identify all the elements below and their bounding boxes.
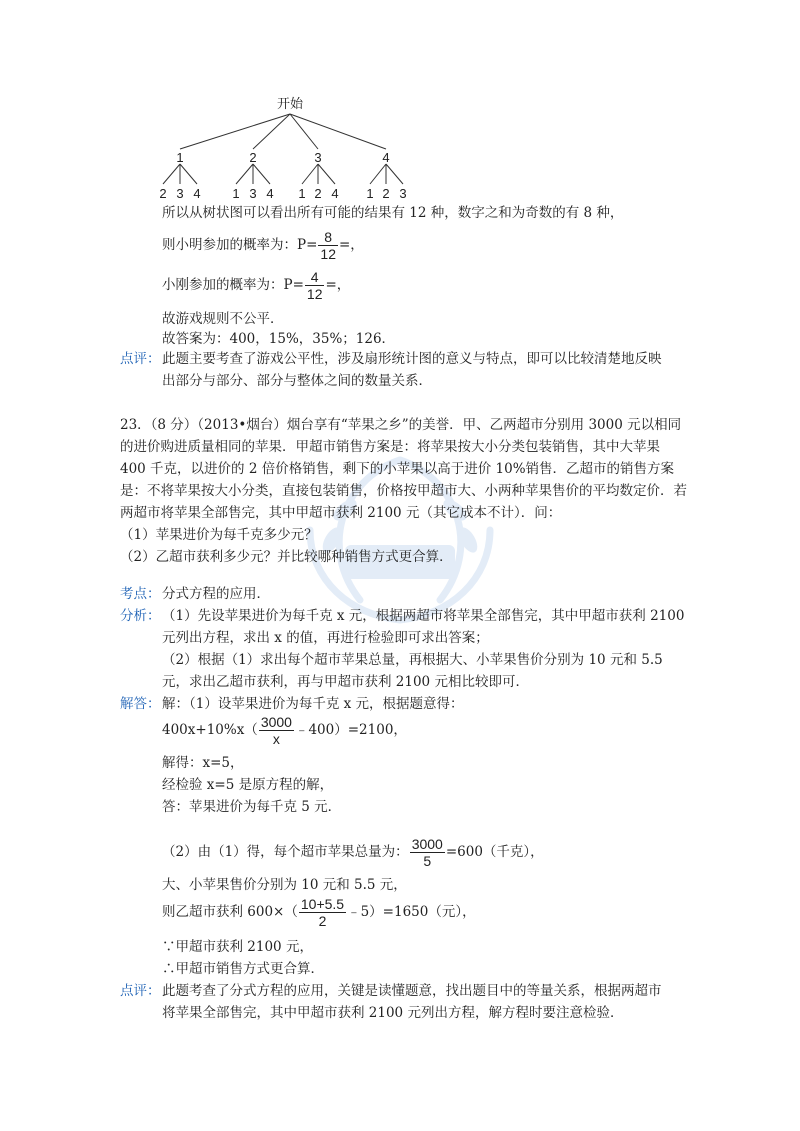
analysis-text: 元，求出乙超市获利，再与甲超市获利 2100 元相比较即可． [162,674,529,690]
question-line: 23．（8 分）（2013•烟台）烟台享有“苹果之乡”的美誉．甲、乙两超市分别用 3000 元以相同 [120,417,682,433]
fraction-denominator: 12 [320,246,336,263]
fraction-numerator: 3000 [411,836,443,852]
solution-line: 所以从树状图可以看出所有可能的结果有 12 种，数字之和为奇数的有 8 种， [162,205,624,221]
fraction-denominator: 2 [318,913,327,930]
probability-ming [162,229,364,262]
question-line: 两超市将苹果全部售完，其中甲超市获利 2100 元（其它成本不计）．问： [120,505,562,521]
question-line: 400 千克，以进价的 2 倍价格销售，剩下的小苹果以高于进价 10%销售．乙超市的销售方案 [120,461,675,477]
fraction-numerator: 3000 [260,714,292,730]
tree-leaf: 4 [193,186,201,201]
fraction-denominator: x [272,731,280,748]
equation-text: ﹣5）=1650（元）， [347,903,476,920]
probability-text: 则小明参加的概率为：P= [162,236,318,253]
tree-node: 3 [314,150,322,165]
comment-label: 点评： [120,351,161,367]
tree-leaf: 1 [232,186,240,201]
analysis-label: 分析： [120,608,161,624]
solution-text: ∵甲超市获利 2100 元， [162,939,313,955]
solution-text: 大、小苹果售价分别为 10 元和 5.5 元， [162,877,407,893]
tree-leaf: 4 [266,186,274,201]
tree-root: 开始 [276,96,304,111]
probability-gang [162,269,350,302]
tree-leaf: 2 [159,186,167,201]
fraction [318,229,338,262]
tree-leaf: 3 [249,186,257,201]
equation-text: （2）由（1）得，每个超市苹果总量为： [162,843,409,860]
fraction-denominator: 12 [306,286,323,303]
equation [162,714,407,747]
solution-line: 故游戏规则不公平． [162,311,284,327]
equation-text: 则乙超市获利 600×（ [162,903,298,920]
comment-text: 出部分与部分、部分与整体之间的数量关系． [162,373,432,389]
solution-text: 答：苹果进价为每千克 5 元． [162,799,342,815]
fraction-numerator: 8 [318,229,338,246]
analysis-text: 元列出方程，求出 x 的值，再进行检验即可求出答案； [162,630,489,646]
fraction-numerator: 10+5.5 [300,896,345,912]
fraction [305,269,325,302]
question-part: （1）苹果进价为每千克多少元？ [120,527,318,543]
probability-text: 小刚参加的概率为：P= [162,276,304,293]
tree-leaf: 4 [331,186,339,201]
tree-node: 1 [176,150,184,165]
tree-diagram [150,92,420,204]
topic-label: 考点： [120,586,161,602]
fraction-numerator: 4 [305,269,325,286]
fraction [299,896,346,929]
comment-text: 此题考查了分式方程的应用，关键是读懂题意，找出题目中的等量关系，根据两超市 [162,983,662,999]
fraction [259,714,294,747]
comment-text: 此题主要考查了游戏公平性，涉及扇形统计图的意义与特点，即可以比较清楚地反映 [162,351,662,367]
tree-leaf: 2 [382,186,390,201]
solution-label: 解答： [120,696,161,712]
equation [162,896,476,929]
tree-leaf: 3 [399,186,407,201]
solution-text: 解：（1）设苹果进价为每千克 x 元，根据题意得： [162,696,464,712]
equation-text: ﹣400）=2100， [294,721,407,738]
fraction [410,836,445,869]
topic-text: 分式方程的应用． [162,586,270,602]
equation-text: =600（千克）， [445,843,544,860]
analysis-text: （2）根据（1）求出每个超市苹果总量，再根据大、小苹果售价分别为 10 元和 5.5 [162,652,663,668]
tree-node: 2 [249,150,257,165]
tree-node: 4 [382,150,390,165]
equation-text: 400x+10%x（ [162,721,258,738]
solution-text: ∴甲超市销售方式更合算． [162,961,324,977]
tree-leaf: 2 [314,186,322,201]
solution-answer: 故答案为：400，15%，35%；126． [162,331,396,347]
equation [162,836,544,869]
analysis-text: （1）先设苹果进价为每千克 x 元，根据两超市将苹果全部售完，其中甲超市获利 2100 [162,608,685,624]
fraction-denominator: 5 [423,853,432,870]
question-line: 是：不将苹果按大小分类，直接包装销售，价格按甲超市大、小两种苹果售价的平均数定价．若 [120,483,687,499]
probability-text: =， [338,236,364,253]
solution-text: 经检验 x=5 是原方程的解， [162,777,334,793]
comment-label: 点评： [120,983,161,999]
tree-leaf: 1 [366,186,374,201]
probability-text: =， [325,276,351,293]
solution-text: 解得：x=5， [162,755,244,771]
tree-leaf: 1 [298,186,306,201]
question-part: （2）乙超市获利多少元？并比较哪种销售方式更合算． [120,549,453,565]
question-line: 的进价购进质量相同的苹果．甲超市销售方案是：将苹果按大小分类包装销售，其中大苹果 [120,439,660,455]
tree-leaf: 3 [176,186,184,201]
comment-text: 将苹果全部售完，其中甲超市获利 2100 元列出方程，解方程时要注意检验． [162,1005,624,1021]
